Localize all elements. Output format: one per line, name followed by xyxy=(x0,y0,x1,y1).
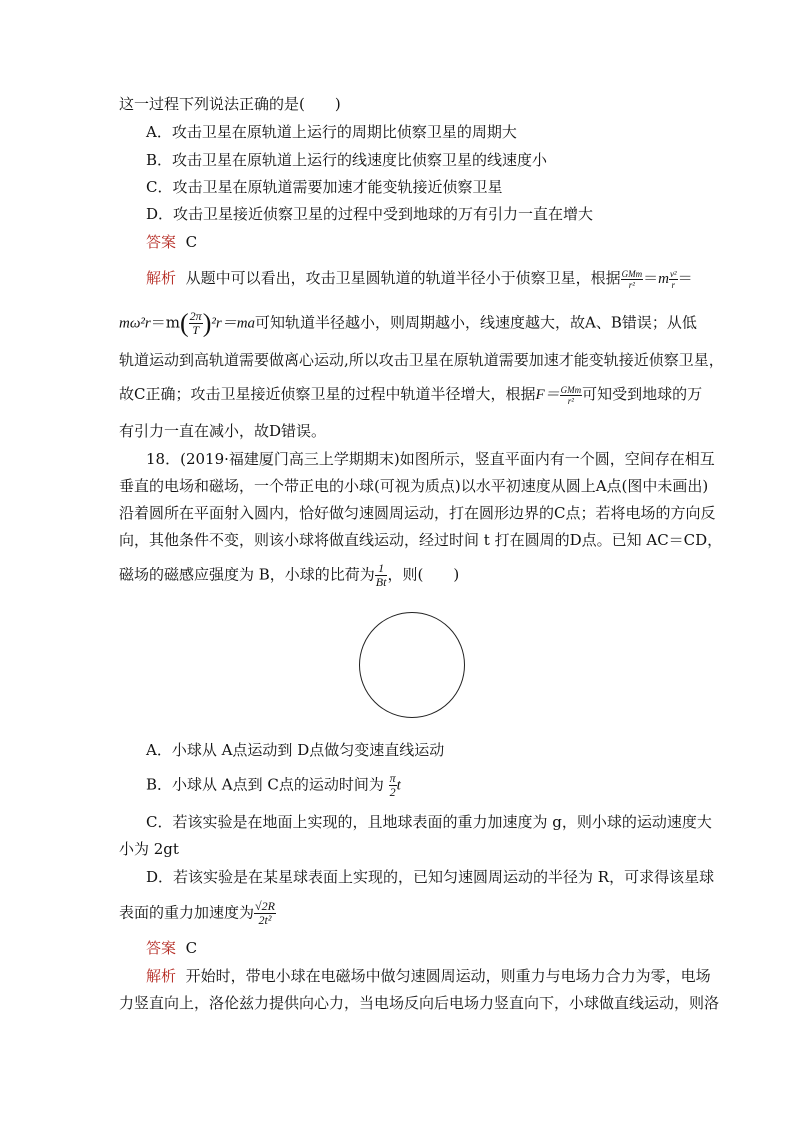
fraction-1-over-bt: $\frac{1}{Bt}$ xyxy=(375,561,387,589)
q17-option-b: B．攻击卫星在原轨道上运行的线速度比侦察卫星的线速度小 xyxy=(146,151,548,169)
q18-analysis-line-1: 解析 开始时，带电小球在电磁场中做匀速圆周运动，则重力与电场力合力为零，电场 xyxy=(146,967,711,985)
q17-analysis-line-3: 轨道运动到高轨道需要做离心运动,所以攻击卫星在原轨道需要加速才能变轨接近侦察卫星， xyxy=(119,351,724,369)
fraction-sqrt2r-over-2t2: $\frac{√2R}{\text{2t²}}$ xyxy=(255,899,275,927)
q18-analysis-line-2: 力竖直向上，洛伦兹力提供向心力，当电场反向后电场力竖直向下，小球做直线运动，则洛 xyxy=(119,994,720,1012)
q17-option-c: C．攻击卫星在原轨道需要加速才能变轨接近侦察卫星 xyxy=(146,178,503,196)
q17-stem-end: 这一过程下列说法正确的是( ) xyxy=(119,95,341,113)
answer-label: 答案 xyxy=(146,939,177,957)
q17-analysis-line-1: 解析 从题中可以看出，攻击卫星圆轨道的轨道半径小于侦察卫星，根据 $\frac{\text{GMm}}{\text{r²}}$ ＝m $\frac{\text{v²}}{r}$ ＝ xyxy=(146,268,693,290)
fraction-gmm-over-r2-force: $\frac{\text{GMm}}{\text{r²}}$ xyxy=(560,384,582,406)
fraction-pi-over-2: $\frac{\pi}{2}$ xyxy=(389,771,396,799)
q17-analysis-line-4: 故C正确；攻击卫星接近侦察卫星的过程中轨道半径增大，根据F＝ $\frac{\text{GMm}}{\text{r²}}$ 可知受到地球的万 xyxy=(119,384,703,406)
q18-option-d-line-1: D．若该实验是在某星球表面上实现的，已知匀速圆周运动的半径为 R，可求得该星球 xyxy=(146,868,715,886)
answer-label: 答案 xyxy=(146,233,177,251)
analysis-label: 解析 xyxy=(146,967,177,985)
q18-option-b: B．小球从 A点到 C点的运动时间为 $\frac{\pi}{2}$ t xyxy=(146,771,401,799)
analysis-label: 解析 xyxy=(146,269,177,287)
q17-option-d: D．攻击卫星接近侦察卫星的过程中受到地球的万有引力一直在增大 xyxy=(146,205,594,223)
answer-value: C xyxy=(185,233,198,251)
q17-analysis-line-2: mω²r＝m( $\frac{2\pi}{T}$ )²r＝ma可知轨道半径越小，则周期越小，线速度越大，故A、B错误；从低 xyxy=(119,308,697,338)
q18-option-d-line-2: 表面的重力加速度为 $\frac{√2R}{\text{2t²}}$ xyxy=(119,899,275,927)
q18-stem-line-4: 向，其他条件不变，则该小球将做直线运动，经过时间 t 打在圆周的D点。已知 AC＝CD， xyxy=(119,531,723,549)
circle-figure xyxy=(359,612,465,718)
q18-answer xyxy=(146,938,197,958)
q18-option-a: A．小球从 A点运动到 D点做匀变速直线运动 xyxy=(146,741,445,759)
answer-value: C xyxy=(185,939,198,957)
q18-stem-line-2: 垂直的电场和磁场，一个带正电的小球(可视为质点)以水平初速度从圆上A点(图中未画出) xyxy=(119,477,709,495)
fraction-v2-over-r: $\frac{\text{v²}}{r}$ xyxy=(669,268,677,290)
q18-stem-line-3: 沿着圆所在平面射入圆内，恰好做匀速圆周运动，打在圆形边界的C点；若将电场的方向反 xyxy=(119,504,716,522)
fraction-2pi-over-t: $\frac{2\pi}{T}$ xyxy=(189,309,202,337)
q18-option-c-line-2: 小为 2gt xyxy=(119,840,179,858)
q18-option-c-line-1: C．若该实验是在地面上实现的，且地球表面的重力加速度为 g，则小球的运动速度大 xyxy=(146,813,712,831)
q18-stem-line-1: 18．(2019·福建厦门高三上学期期末)如图所示，竖直平面内有一个圆，空间存在相互 xyxy=(146,450,715,468)
q18-stem-line-5: 磁场的磁感应强度为 B，小球的比荷为 $\frac{1}{Bt}$ ，则( ) xyxy=(119,561,460,589)
fraction-gmm-over-r2: $\frac{\text{GMm}}{\text{r²}}$ xyxy=(621,268,643,290)
q17-option-a: A．攻击卫星在原轨道上运行的周期比侦察卫星的周期大 xyxy=(146,123,517,141)
q17-answer xyxy=(146,232,197,252)
q17-analysis-line-5: 有引力一直在减小，故D错误。 xyxy=(119,422,327,440)
